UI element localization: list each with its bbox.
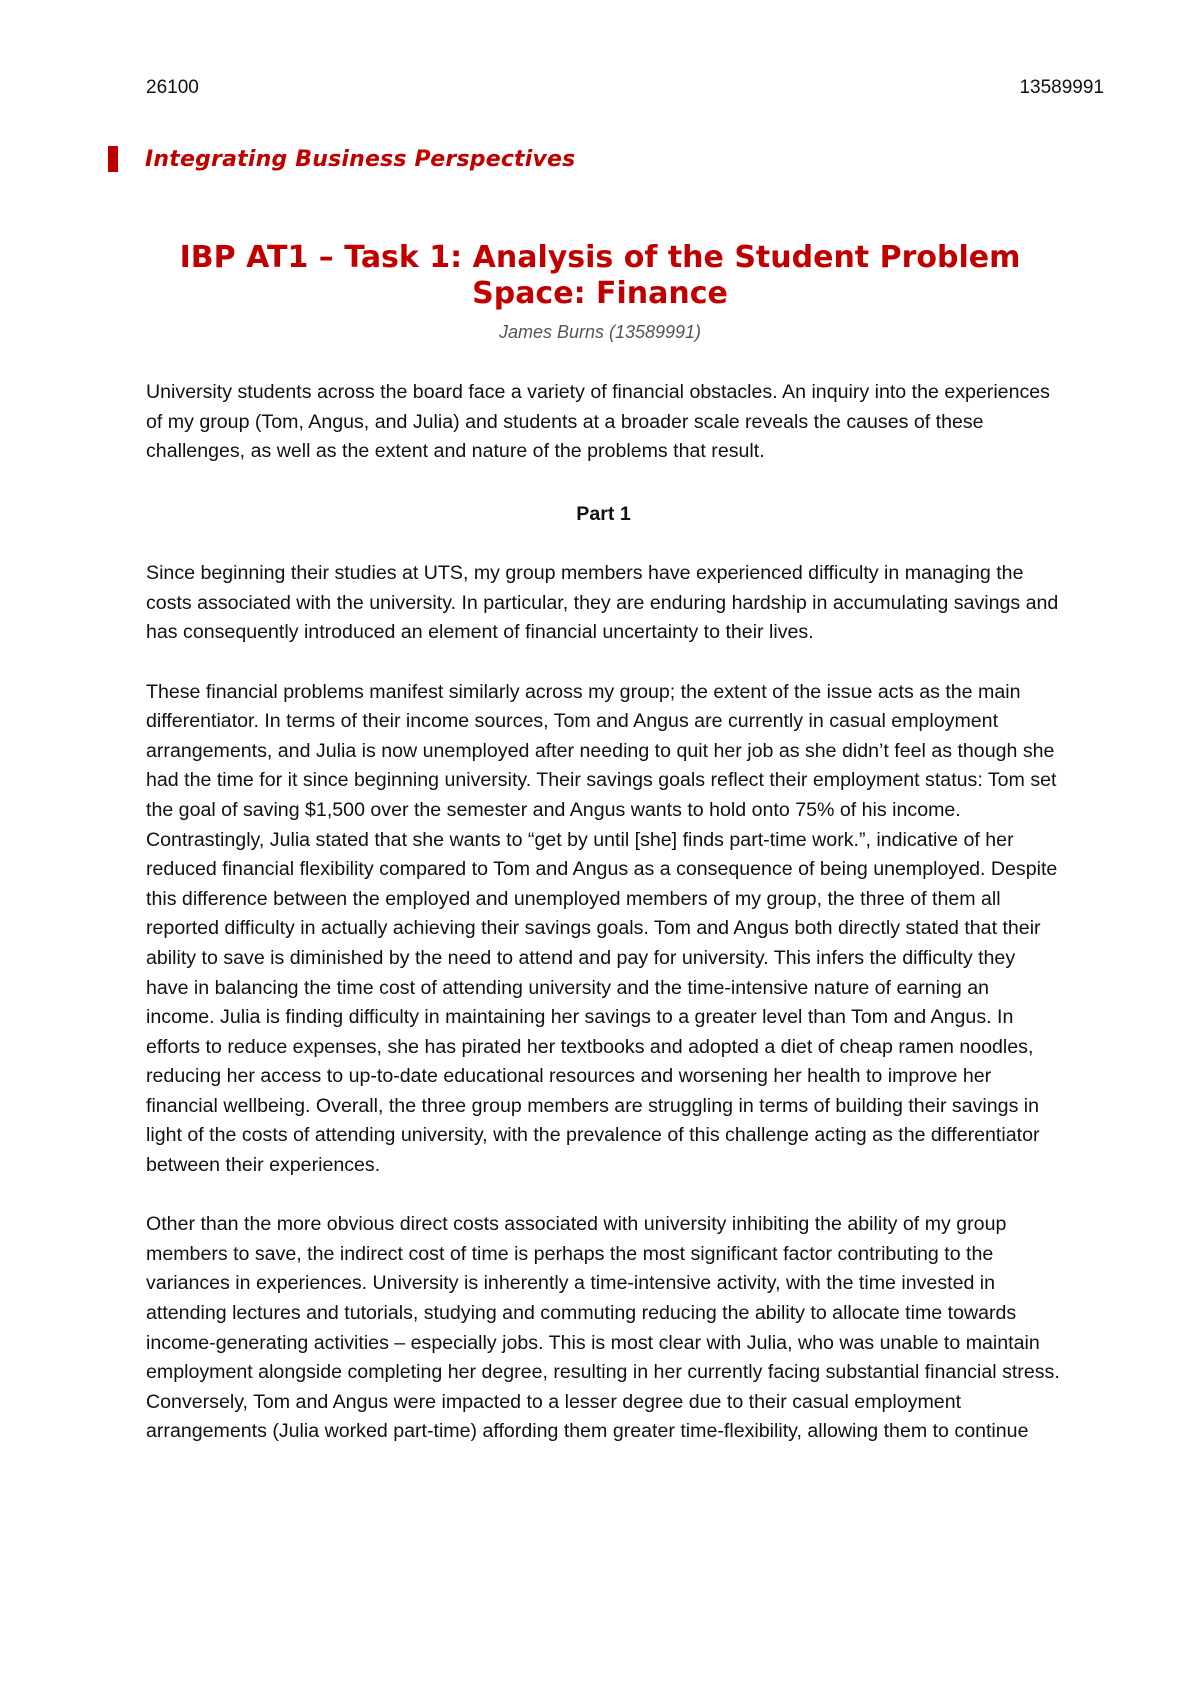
body-paragraph: Other than the more obvious direct costs associated with university inhibiting the ability of my group members to save, the indirect cost of time is perhaps the most significant factor contributing to the variances in experiences. University is inherently a time-intensive activity, with the time invested in attending lectures and tutorials, studying and commuting reducing the ability to allocate time towards income-generating activities – especially jobs. This is most clear with Julia, who was unable to maintain employment alongside completing her degree, resulting in her currently facing substantial financial stress. Conversely, Tom and Angus were impacted to a lesser degree due to their casual employment arrangements (Julia worked part-time) affording them greater time-flexibility, allowing them to continue	[146, 1213, 1060, 1443]
student-id: 13589991	[1019, 77, 1104, 98]
document-author: James Burns (13589991)	[498, 322, 702, 342]
course-name: Integrating Business Perspectives	[145, 146, 576, 172]
course-banner	[108, 146, 575, 172]
banner-accent-bar	[108, 146, 118, 172]
intro-paragraph: University students across the board face a variety of financial obstacles. An inquiry into the experiences of my group (Tom, Angus, and Julia) and students at a broader scale reveals the causes of these challenges, as well as the extent and nature of the problems that result.	[146, 381, 1050, 463]
body-paragraph: Since beginning their studies at UTS, my group members have experienced difficulty in managing the costs associated with the university. In particular, they are enduring hardship in accumulating savings and has consequently introduced an element of financial uncertainty to their lives.	[146, 562, 1059, 644]
section-heading: Part 1	[576, 503, 631, 525]
document-title: IBP AT1 – Task 1: Analysis of the Student Problem Space: Finance	[179, 240, 1021, 311]
part1-section	[146, 500, 1061, 1477]
body-paragraph: These financial problems manifest similarly across my group; the extent of the issue acts as the main differentiator. In terms of their income sources, Tom and Angus are currently in casual employment arrangements, and Julia is now unemployed after needing to quit her job as she didn’t feel as though she had the time for it since beginning university. Their savings goals reflect their employment status: Tom set the goal of saving $1,500 over the semester and Angus wants to hold onto 75% of his income. Contrastingly, Julia stated that she wants to “get by until [she] finds part-time work.”, indicative of her reduced financial flexibility compared to Tom and Angus as a consequence of being unemployed. Despite this difference between the employed and unemployed members of my group, the three of them all reported difficulty in actually achieving their savings goals. Tom and Angus both directly stated that their ability to save is diminished by the need to attend and pay for university. This infers the difficulty they have in balancing the time cost of attending university and the time-intensive nature of earning an income. Julia is finding difficulty in maintaining her savings to a greater level than Tom and Angus. In efforts to reduce expenses, she has pirated her textbooks and adopted a diet of cheap ramen noodles, reducing her access to up-to-date educational resources and worsening her health to improve her financial wellbeing. Overall, the three group members are struggling in terms of building their savings in light of the costs of attending university, with the prevalence of this challenge acting as the differentiator between their experiences.	[146, 680, 1058, 1177]
page-header	[146, 76, 1104, 100]
intro-section	[146, 378, 1061, 496]
subject-code: 26100	[146, 77, 199, 98]
